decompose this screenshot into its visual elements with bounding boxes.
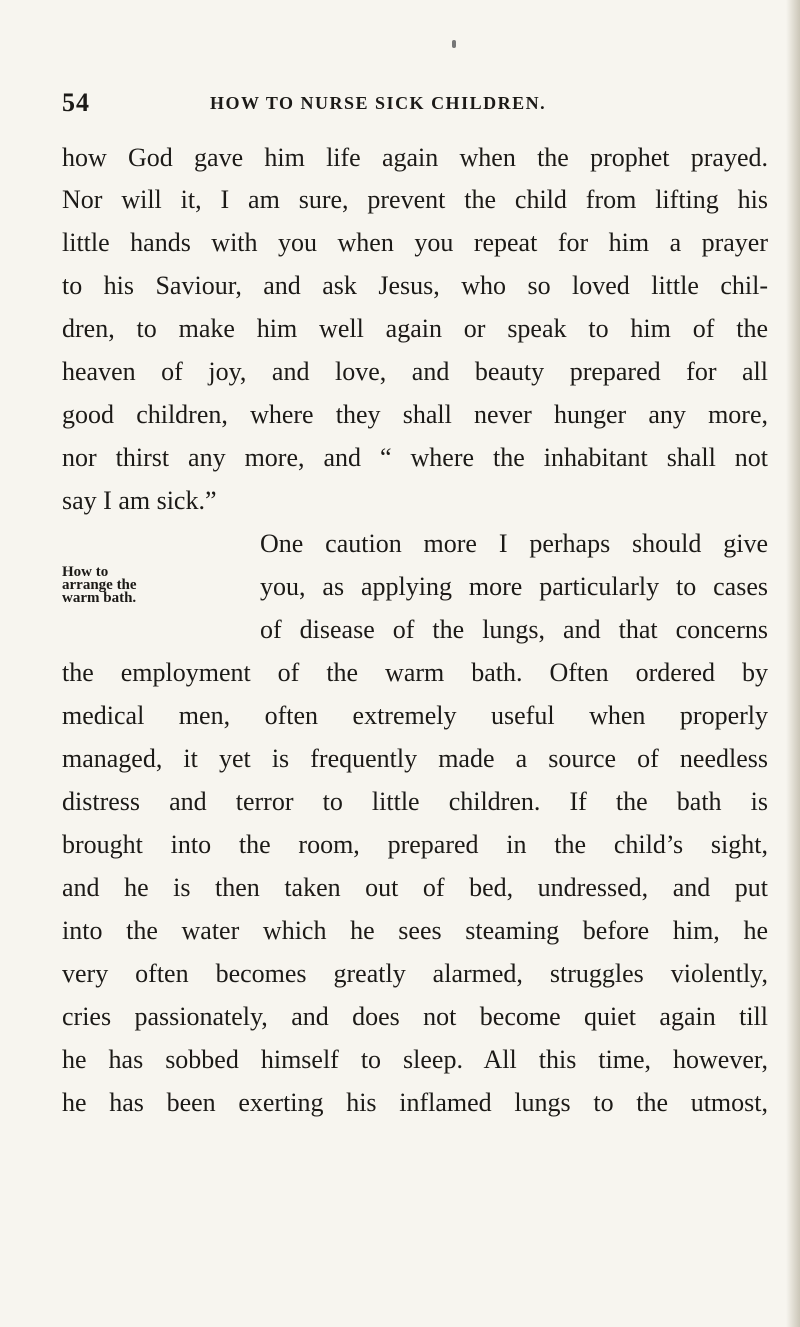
body-line: dren, to make him well again or speak to him of the [62, 314, 768, 343]
page-number: 54 [62, 88, 90, 117]
body-line: little hands with you when you repeat for him a prayer [62, 228, 768, 257]
sidenote-line: How to [62, 564, 109, 580]
body-line: good children, where they shall never hunger any more, [62, 400, 768, 429]
paragraph-first-line: One caution more I perhaps should give [260, 529, 768, 558]
body-line: cries passionately, and does not become quiet again till [62, 1002, 768, 1031]
sidenote-line: warm bath. [62, 590, 137, 606]
body-line: the employment of the warm bath. Often ordered by [62, 658, 768, 687]
body-line: and he is then taken out of bed, undressed, and put [62, 873, 768, 902]
sidenote-line: arrange the [62, 577, 137, 593]
body-line: medical men, often extremely useful when properly [62, 701, 768, 730]
body-line: heaven of joy, and love, and beauty prepared for all [62, 357, 768, 386]
page-edge-shadow [786, 0, 800, 1327]
ink-speck [452, 40, 456, 48]
page-header [62, 88, 762, 118]
body-line: you, as applying more particularly to cases [260, 572, 768, 601]
body-line: distress and terror to little children. If the bath is [62, 787, 768, 816]
body-line: say I am sick.” [62, 486, 217, 515]
sidenote [62, 566, 137, 605]
body-line: to his Saviour, and ask Jesus, who so loved little chil- [62, 271, 768, 300]
body-line: very often becomes greatly alarmed, struggles violently, [62, 959, 768, 988]
body-line: managed, it yet is frequently made a source of needless [62, 744, 768, 773]
body-line: how God gave him life again when the prophet prayed. [62, 143, 768, 172]
body-line: nor thirst any more, and “ where the inhabitant shall not [62, 443, 768, 472]
body-line: Nor will it, I am sure, prevent the child from lifting his [62, 185, 768, 214]
body-line: he has sobbed himself to sleep. All this time, however, [62, 1045, 768, 1074]
running-head: HOW TO NURSE SICK CHILDREN. [210, 93, 547, 113]
body-line: he has been exerting his inflamed lungs to the utmost, [62, 1088, 768, 1117]
body-line: brought into the room, prepared in the child’s sight, [62, 830, 768, 859]
body-line: into the water which he sees steaming before him, he [62, 916, 768, 945]
body-line: of disease of the lungs, and that concerns [260, 615, 768, 644]
